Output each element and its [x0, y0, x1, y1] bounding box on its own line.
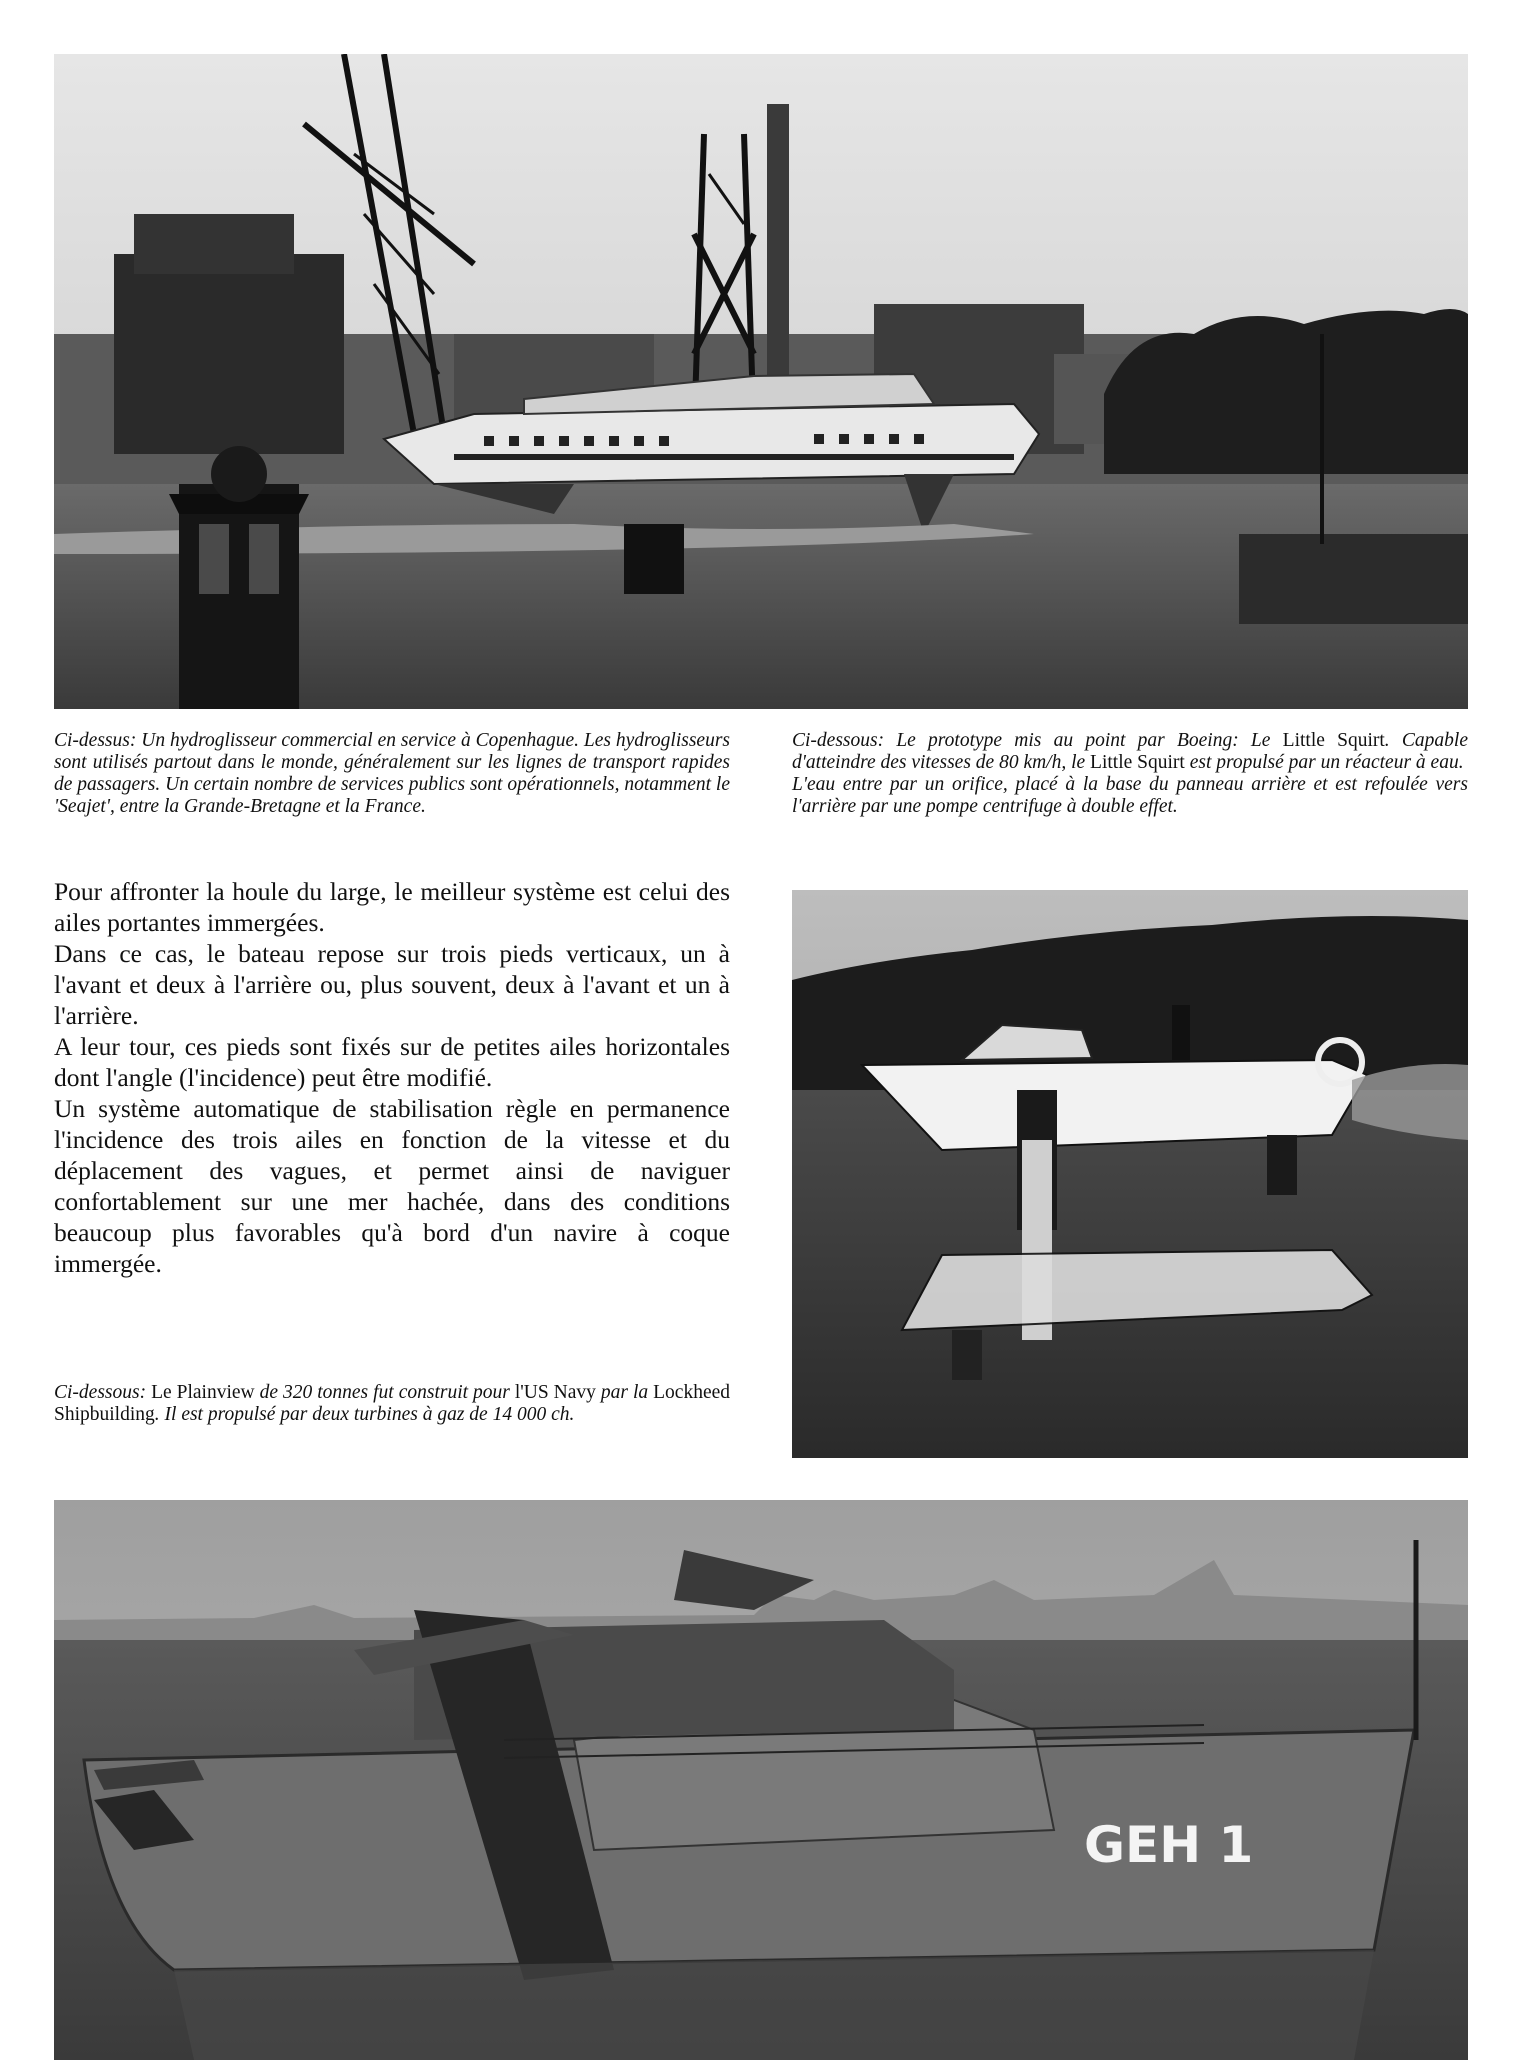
- boat-name: Little Squirt: [1282, 730, 1385, 751]
- navy-name: l'US Navy: [514, 1382, 596, 1403]
- caption-label: Ci-dessus:: [54, 730, 137, 751]
- caption-bottom-left: [54, 1382, 730, 1426]
- ship-name: Plainview: [176, 1382, 255, 1403]
- main-body-text: [54, 876, 730, 1279]
- caption-text: Le prototype mis au point par Boeing: Le: [896, 730, 1271, 751]
- caption-label: Ci-dessous:: [54, 1382, 147, 1403]
- caption-label: Ci-dessous:: [792, 730, 885, 751]
- caption-text: de 320 tonnes fut construit pour: [259, 1382, 510, 1403]
- photo-plainview-hydrofoil: [54, 1500, 1468, 2060]
- caption-text: L'eau entre par un orifice, placé à la base du panneau arrière et est refoulée vers l'arrière par une pompe centrifuge à double effet.: [792, 774, 1468, 817]
- caption-text: Un hydroglisseur commercial en service à Copenhague. Les hydroglisseurs sont utilisés partout dans le monde, généralement sur les lignes de transport rapides de passagers. Un certain nombre de services publics sont opérationnels, notamment le 'Seajet', entre la Grande-Bretagne et la France.: [54, 730, 730, 817]
- body-paragraph: A leur tour, ces pieds sont fixés sur de petites ailes horizontales dont l'angle (l'incidence) peut être modifié.: [54, 1032, 730, 1092]
- caption-text: . Capable d'atteindre des vitesses de 80 km/h, le: [792, 730, 1468, 773]
- body-paragraph: Pour affronter la houle du large, le meilleur système est celui des ailes portantes immergées.: [54, 877, 730, 937]
- caption-top-left: [54, 730, 730, 818]
- caption-text: Le: [151, 1382, 172, 1403]
- body-paragraph: Un système automatique de stabilisation règle en permanence l'incidence des trois ailes en fonction de la vitesse et du déplacement des vagues, et permet ainsi de naviguer confortablement sur une mer hachée, dans des conditions beaucoup plus favorables qu'à bord d'un navire à coque immergée.: [54, 1094, 730, 1278]
- caption-text: est propulsé par un réacteur à eau.: [1189, 752, 1464, 773]
- caption-text: par la: [600, 1382, 649, 1403]
- hull-code: GEH 1: [1084, 1816, 1254, 1874]
- body-paragraph: Dans ce cas, le bateau repose sur trois pieds verticaux, un à l'avant et deux à l'arrière ou, plus souvent, deux à l'avant et un à l'arrière.: [54, 939, 730, 1030]
- builder-name: Lockheed Shipbuilding: [54, 1382, 731, 1425]
- photo-boeing-little-squirt: [792, 890, 1468, 1458]
- caption-text: . Il est propulsé par deux turbines à gaz de 14 000 ch.: [154, 1404, 575, 1425]
- caption-top-right: [792, 730, 1468, 818]
- photo-hydrofoil-copenhagen: [54, 54, 1468, 709]
- boat-name: Little Squirt: [1090, 752, 1185, 773]
